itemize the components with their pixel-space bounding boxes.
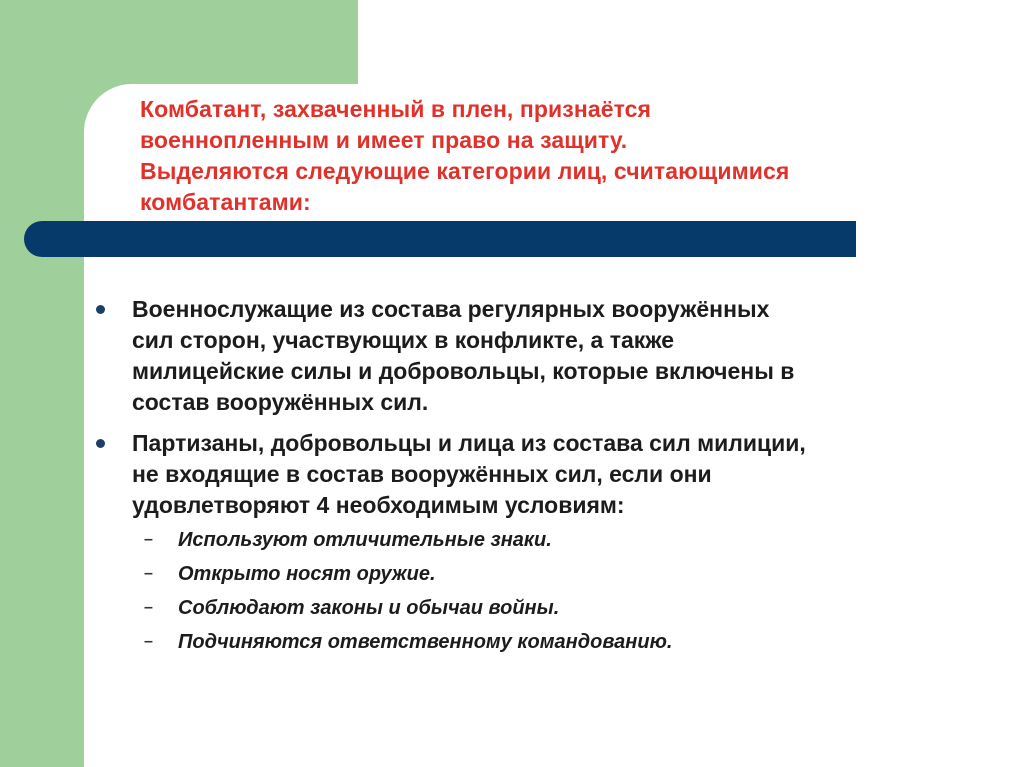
bullet-text <box>132 428 994 521</box>
bullet-line: сил сторон, участвующих в конфликте, а также <box>132 327 675 353</box>
bullet-line: удовлетворяют 4 необходимым условиям: <box>132 492 625 518</box>
decorative-blue-bar <box>24 221 856 257</box>
sub-item-text: Используют отличительные знаки. <box>178 529 552 551</box>
sub-item <box>94 625 994 659</box>
slide-content <box>94 294 994 659</box>
sub-item-text: Подчиняются ответственному командованию. <box>178 631 673 653</box>
sub-item-text: Соблюдают законы и обычаи войны. <box>178 597 560 619</box>
sub-item <box>94 557 994 591</box>
bullet-dot-icon <box>96 305 105 314</box>
dash-icon: – <box>144 599 153 616</box>
green-left-strip <box>0 84 84 767</box>
title-line: Комбатант, захваченный в плен, признаётся <box>140 96 652 122</box>
dash-icon: – <box>144 633 153 650</box>
bullet-item <box>94 294 994 418</box>
bullet-line: Военнослужащие из состава регулярных вооружённых <box>132 296 770 322</box>
bullet-text <box>132 294 994 418</box>
bullet-line: Партизаны, добровольцы и лица из состава сил милиции, <box>132 430 806 456</box>
bullet-dot-icon <box>96 439 105 448</box>
title-line: военнопленным и имеет право на защиту. <box>140 127 628 153</box>
dash-icon: – <box>144 531 153 548</box>
sub-item <box>94 523 994 557</box>
bullet-line: не входящие в состав вооружённых сил, если они <box>132 461 712 487</box>
bullet-line: состав вооружённых сил. <box>132 389 429 415</box>
sub-item-text: Открыто носят оружие. <box>178 563 436 585</box>
title-line: комбатантами: <box>140 189 311 215</box>
bullet-item <box>94 428 994 521</box>
title-line: Выделяются следующие категории лиц, считающимися <box>140 158 790 184</box>
dash-icon: – <box>144 565 153 582</box>
bullet-line: милицейские силы и добровольцы, которые включены в <box>132 358 795 384</box>
sub-item <box>94 591 994 625</box>
slide-title <box>140 94 960 218</box>
